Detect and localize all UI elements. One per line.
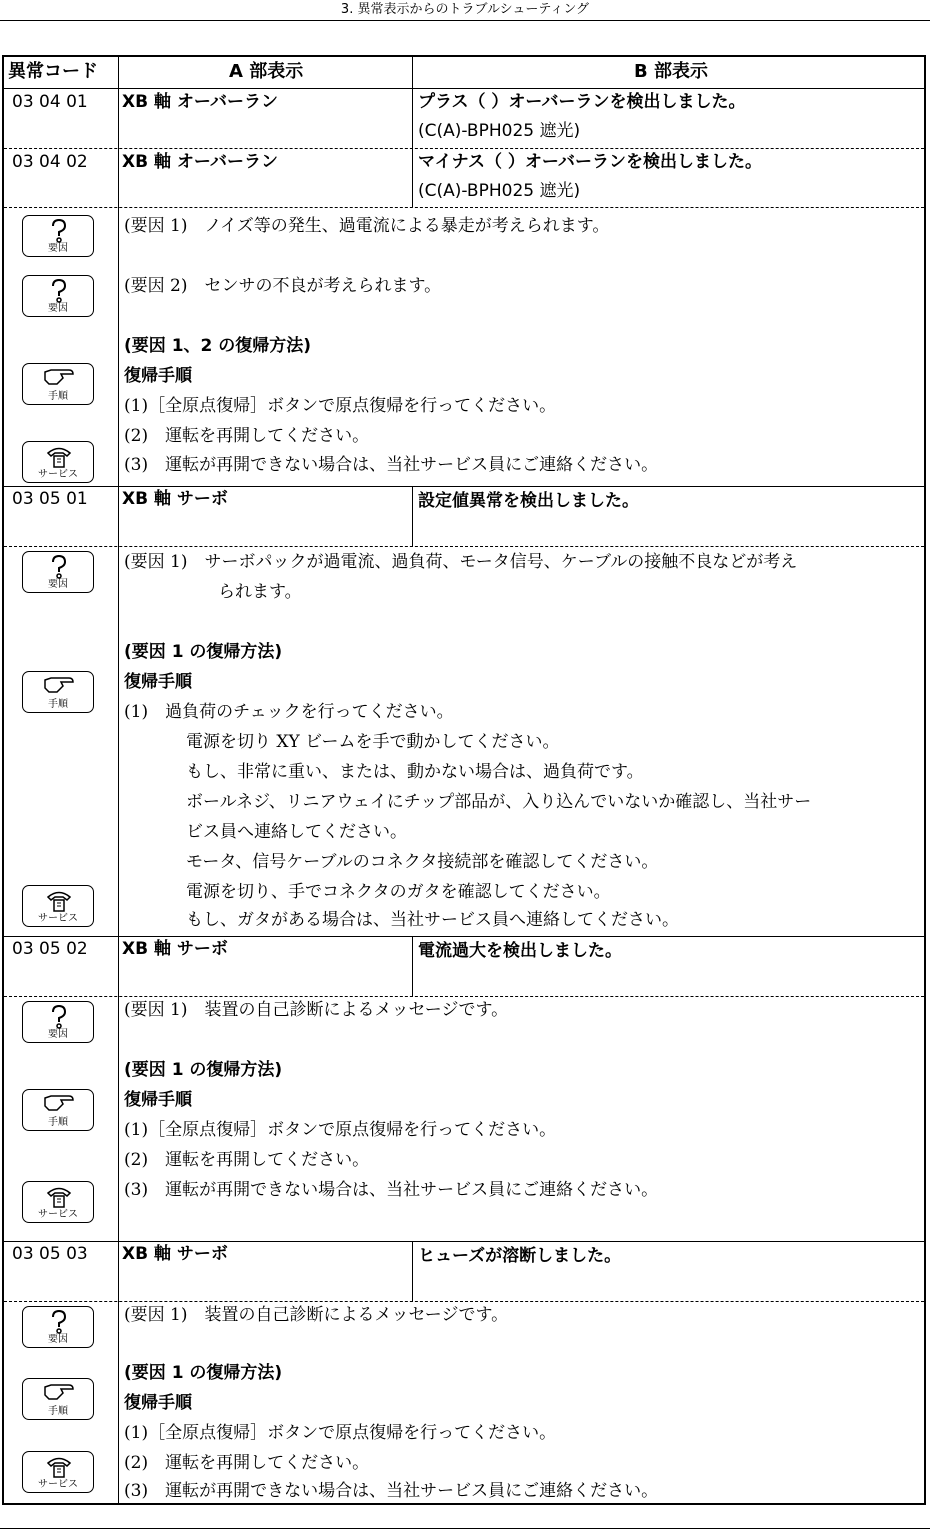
step-text: (3) 運転が再開できない場合は、当社サービス員にご連絡ください。 [124,455,659,475]
step-text: (1) 過負荷のチェックを行ってください。 [124,702,454,722]
header-code: 異常コード [8,61,98,82]
cause-text: (要因 1) サーボパックが過電流、過負荷、モータ信号、ケーブルの接触不良などが考え [124,552,798,572]
step-detail: モータ、信号ケーブルのコネクタ接続部を確認してください。 [186,852,659,872]
step-text: (2) 運転を再開してください。 [124,426,370,446]
step-text: (2) 運転を再開してください。 [124,1150,370,1170]
step-detail: ビス員へ連絡してください。 [186,822,407,842]
cause-text: (要因 1) 装置の自己診断によるメッセージです。 [124,1000,509,1020]
cause-text: (要因 1) 装置の自己診断によるメッセージです。 [124,1305,509,1325]
step-detail: もし、非常に重い、または、動かない場合は、過負荷です。 [186,762,644,782]
row-divider [4,148,924,149]
cause-icon [22,551,94,593]
col-divider-ab-4 [412,1242,413,1302]
service-icon [22,441,94,483]
row-divider [4,996,924,997]
cause-icon [22,215,94,257]
b-display-sub: (C(A)-BPH025 遮光) [418,121,581,141]
a-display: XB 軸 サーボ [122,1244,228,1264]
step-text: (3) 運転が再開できない場合は、当社サービス員にご連絡ください。 [124,1481,659,1501]
error-code: 03 04 01 [12,92,88,112]
procedure-icon [22,671,94,713]
cause-icon [22,275,94,317]
row-divider [4,207,924,208]
a-display: XB 軸 サーボ [122,939,228,959]
cause-text: (要因 1) ノイズ等の発生、過電流による暴走が考えられます。 [124,216,610,236]
service-icon [22,1451,94,1493]
error-code: 03 05 03 [12,1244,88,1264]
step-detail: 電源を切り XY ビームを手で動かしてください。 [186,732,560,752]
page-header-title: 3. 異常表示からのトラブルシューティング [340,2,590,17]
row-divider [4,546,924,547]
a-display: XB 軸 オーバーラン [122,152,279,172]
cause-icon [22,1001,94,1043]
procedure-icon [22,1089,94,1131]
cause-icon-caption: 要因 [48,579,68,590]
header-rule [4,88,924,89]
block-divider [4,486,924,487]
error-code: 03 05 02 [12,939,88,959]
cause-icon-caption: 要因 [48,243,68,254]
service-icon-caption: サービス [38,1209,78,1220]
header-a: A 部表示 [229,61,304,82]
cause-icon-caption: 要因 [48,1334,68,1345]
service-icon-caption: サービス [38,469,78,480]
col-divider-ab-1 [412,57,413,207]
page-footer-rule [0,1528,930,1529]
b-display-sub: (C(A)-BPH025 遮光) [418,181,581,201]
service-icon [22,885,94,927]
b-display: 電流過大を検出しました。 [418,941,622,961]
step-text: (1)［全原点復帰］ボタンで原点復帰を行ってください。 [124,396,557,416]
cause-icon-caption: 要因 [48,1029,68,1040]
service-icon-caption: サービス [38,1479,78,1490]
recovery-title: (要因 1 の復帰方法) [124,1363,283,1383]
error-code: 03 05 01 [12,489,88,509]
recovery-title: (要因 1 の復帰方法) [124,642,283,662]
b-display: 設定値異常を検出しました。 [418,491,639,511]
steps-title: 復帰手順 [124,1090,192,1110]
procedure-icon-caption: 手順 [48,1406,68,1417]
steps-title: 復帰手順 [124,366,192,386]
error-code-table [2,55,926,1505]
step-detail: 電源を切り、手でコネクタのガタを確認してください。 [186,882,611,902]
block-divider [4,936,924,937]
step-detail: ボールネジ、リニアウェイにチップ部品が、入り込んでいないか確認し、当社サー [186,792,812,812]
cause-text-cont: られます。 [218,582,302,602]
page-header [0,0,930,21]
col-divider-ab-3 [412,937,413,997]
cause-icon [22,1306,94,1348]
b-display: ヒューズが溶断しました。 [418,1246,622,1266]
col-divider-code [118,57,119,1503]
procedure-icon-caption: 手順 [48,1117,68,1128]
a-display: XB 軸 サーボ [122,489,228,509]
cause-icon-caption: 要因 [48,303,68,314]
procedure-icon-caption: 手順 [48,699,68,710]
step-text: (2) 運転を再開してください。 [124,1453,370,1473]
recovery-title: (要因 1、2 の復帰方法) [124,336,312,356]
a-display: XB 軸 オーバーラン [122,92,279,112]
recovery-title: (要因 1 の復帰方法) [124,1060,283,1080]
cause-text: (要因 2) センサの不良が考えられます。 [124,276,442,296]
procedure-icon [22,363,94,405]
row-divider [4,1301,924,1302]
service-icon-caption: サービス [38,913,78,924]
step-text: (1)［全原点復帰］ボタンで原点復帰を行ってください。 [124,1120,557,1140]
b-display: マイナス（ ）オーバーランを検出しました。 [418,152,763,172]
b-display: プラス（ ）オーバーランを検出しました。 [418,92,746,112]
step-text: (1)［全原点復帰］ボタンで原点復帰を行ってください。 [124,1423,557,1443]
procedure-icon-caption: 手順 [48,391,68,402]
procedure-icon [22,1378,94,1420]
steps-title: 復帰手順 [124,672,192,692]
col-divider-ab-2 [412,487,413,547]
step-text: (3) 運転が再開できない場合は、当社サービス員にご連絡ください。 [124,1180,659,1200]
step-detail: もし、ガタがある場合は、当社サービス員へ連絡してください。 [186,910,679,930]
header-b: B 部表示 [634,61,708,82]
service-icon [22,1181,94,1223]
steps-title: 復帰手順 [124,1393,192,1413]
block-divider [4,1241,924,1242]
error-code: 03 04 02 [12,152,88,172]
